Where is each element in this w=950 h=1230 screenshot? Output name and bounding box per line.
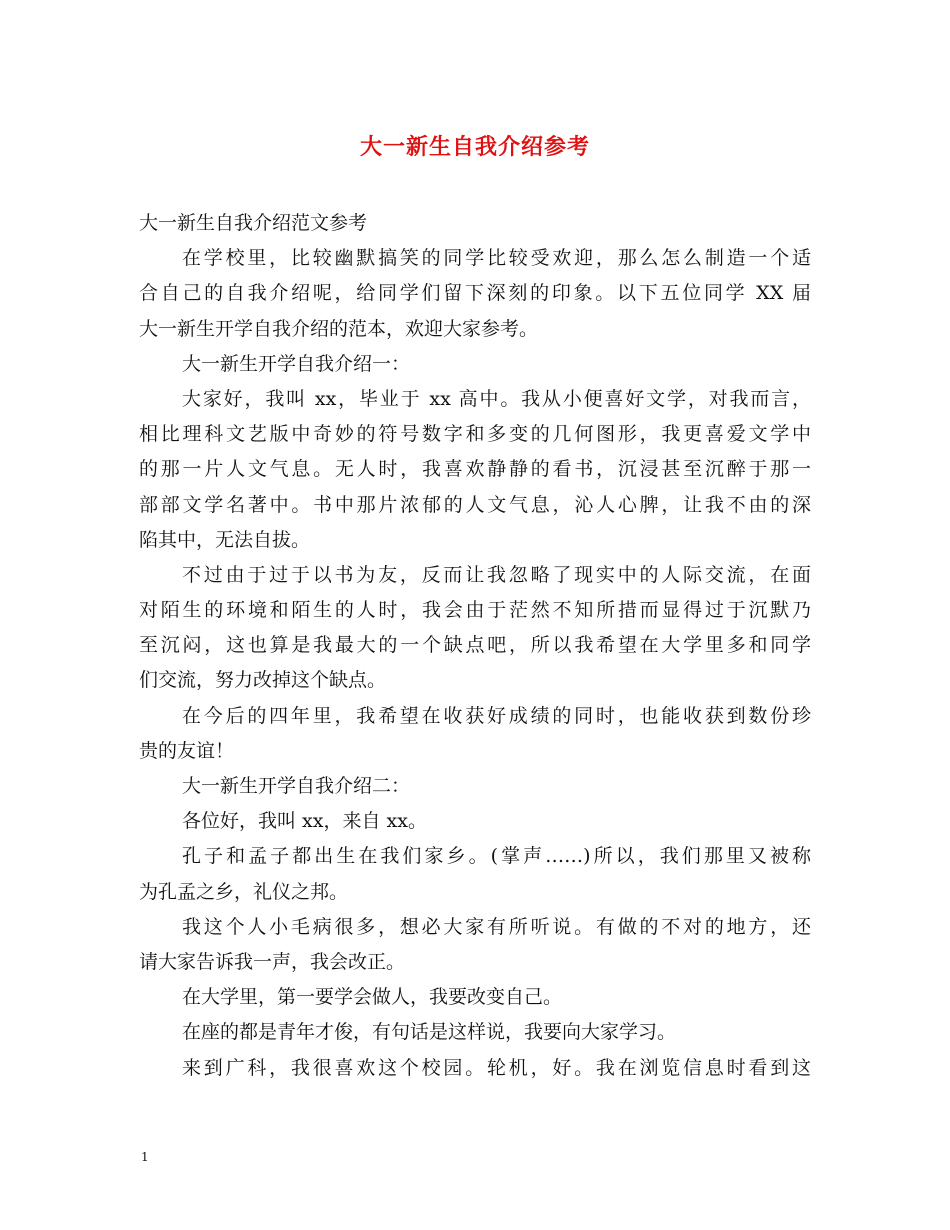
page-number: 1 (141, 1150, 149, 1164)
body-line: 合自己的自我介绍呢，给同学们留下深刻的印象。以下五位同学 XX 届 (139, 282, 811, 305)
body-line: 们交流，努力改掉这个缺点。 (139, 669, 387, 692)
body-line: 不过由于过于以书为友，反而让我忽略了现实中的人际交流，在面 (182, 563, 811, 586)
body-line: 在大学里，第一要学会做人，我要改变自己。 (182, 986, 563, 1009)
body-line: 的那一片人文气息。无人时，我喜欢静静的看书，沉浸甚至沉醉于那一 (139, 458, 811, 481)
body-line: 相比理科文艺版中奇妙的符号数字和多变的几何图形，我更喜爱文学中 (139, 423, 811, 446)
body-line: 各位好，我叫 xx，来自 xx。 (182, 810, 427, 833)
body-line: 在座的都是青年才俊，有句话是这样说，我要向大家学习。 (182, 1021, 677, 1044)
document-title: 大一新生自我介绍参考 (359, 134, 590, 160)
body-line: 大家好，我叫 xx，毕业于 xx 高中。我从小便喜好文学，对我而言， (182, 387, 811, 410)
body-line: 大一新生开学自我介绍的范本，欢迎大家参考。 (139, 317, 539, 340)
body-line: 在今后的四年里，我希望在收获好成绩的同时，也能收获到数份珍 (182, 704, 811, 727)
body-line: 为孔孟之乡，礼仪之邦。 (139, 880, 349, 903)
body-line: 来到广科，我很喜欢这个校园。轮机，好。我在浏览信息时看到这 (182, 1056, 811, 1079)
body-line: 在学校里，比较幽默搞笑的同学比较受欢迎，那么怎么制造一个适 (182, 247, 811, 270)
body-line: 贵的友谊！ (139, 739, 235, 762)
body-line: 大一新生开学自我介绍二： (182, 775, 411, 797)
body-line: 我这个人小毛病很多，想必大家有所听说。有做的不对的地方，还 (182, 915, 811, 938)
body-line: 请大家告诉我一声，我会改正。 (139, 950, 406, 973)
body-line: 大一新生自我介绍范文参考 (139, 212, 368, 234)
body-line: 大一新生开学自我介绍一： (182, 352, 411, 375)
body-line: 陷其中，无法自拔。 (139, 528, 311, 551)
body-line: 部部文学名著中。书中那片浓郁的人文气息，沁人心脾，让我不由的深 (139, 493, 811, 516)
body-line: 孔子和孟子都出生在我们家乡。(掌声……)所以，我们那里又被称 (182, 845, 811, 868)
body-line: 对陌生的环境和陌生的人时，我会由于茫然不知所措而显得过于沉默乃 (139, 599, 811, 622)
body-line: 至沉闷，这也算是我最大的一个缺点吧，所以我希望在大学里多和同学 (139, 634, 811, 657)
document-body (139, 206, 811, 1086)
